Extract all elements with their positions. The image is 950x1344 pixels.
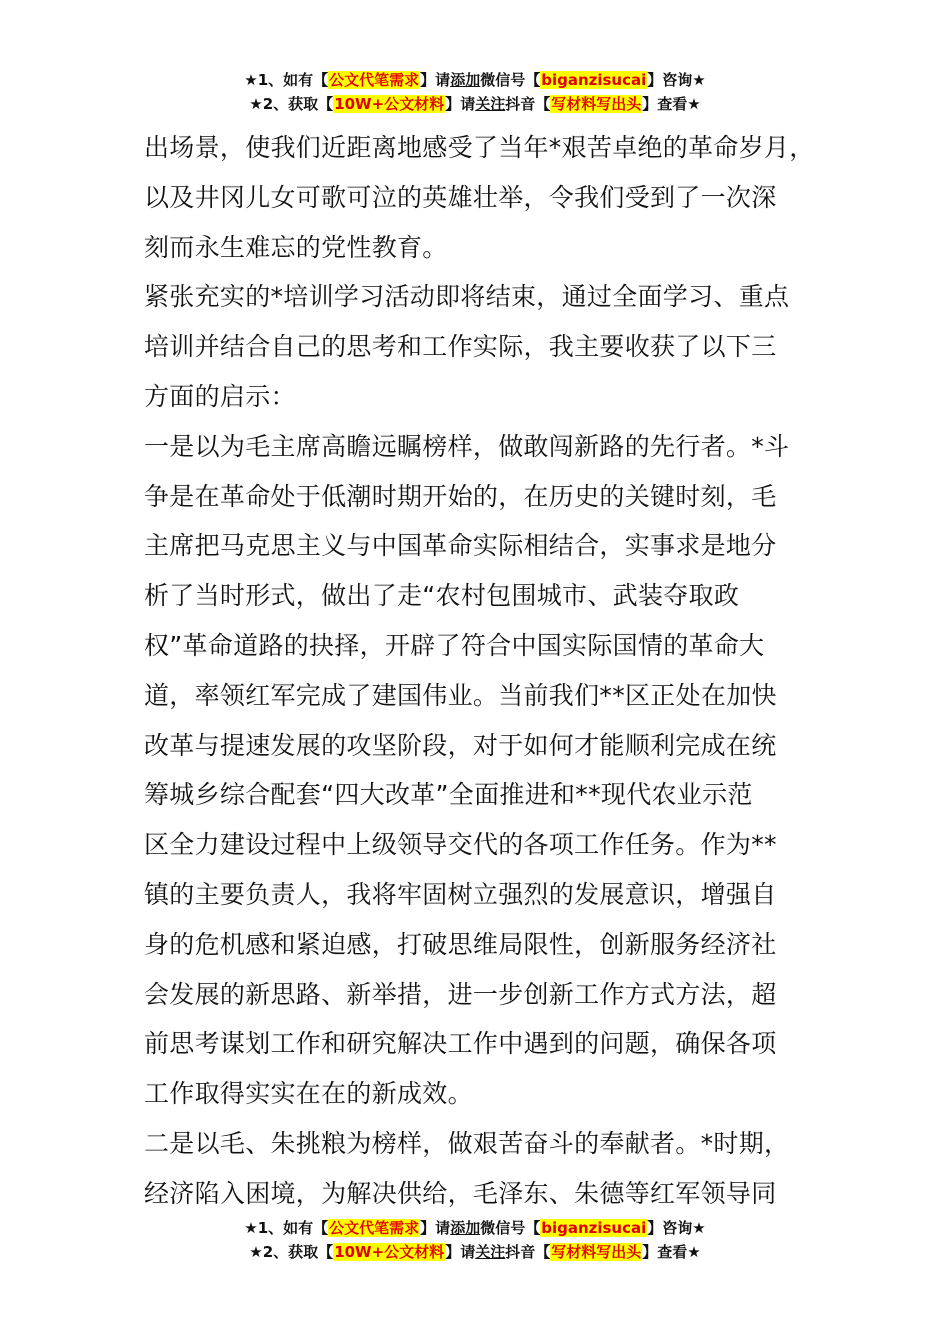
banner-underlined-text: 添加 [450, 71, 481, 89]
highlight-wechat-id: biganzisucai [541, 71, 647, 89]
body-line: 权”革命道路的抉择，开辟了符合中国实际国情的革命大 [144, 630, 765, 660]
body-line: 紧张充实的*培训学习活动即将结束，通过全面学习、重点 [144, 282, 790, 312]
highlight-materials: 10W+公文材料 [334, 95, 445, 113]
banner-text: 】查看★ [642, 1243, 701, 1261]
banner-text: 抖音【 [505, 1243, 551, 1261]
banner-text: 微信号【 [480, 71, 541, 89]
highlight-service: 公文代笔需求 [329, 1219, 420, 1237]
body-line: 方面的启示： [144, 381, 296, 411]
footer-banner [0, 1216, 950, 1264]
highlight-douyin-account: 写材料写出头 [551, 1243, 642, 1261]
banner-text: ★2、获取【 [249, 95, 334, 113]
body-line: 区全力建设过程中上级领导交代的各项工作任务。作为** [144, 830, 777, 860]
banner-text: 】咨询★ [647, 71, 706, 89]
highlight-wechat-id: biganzisucai [541, 1219, 647, 1237]
banner-text: 】请 [445, 1243, 476, 1261]
body-line: 主席把马克思主义与中国革命实际相结合，实事求是地分 [144, 531, 777, 561]
banner-text: 】查看★ [642, 95, 701, 113]
banner-text: ★2、获取【 [249, 1243, 334, 1261]
banner-line-2 [0, 92, 950, 116]
body-line: 筹城乡综合配套“四大改革”全面推进和**现代农业示范 [144, 780, 753, 810]
body-line: 析了当时形式，做出了走“农村包围城市、武装夺取政 [144, 581, 740, 611]
banner-line-2 [0, 1240, 950, 1264]
banner-text: ★1、如有【 [244, 71, 329, 89]
body-line: 改革与提速发展的攻坚阶段，对于如何才能顺利完成在统 [144, 730, 777, 760]
banner-underlined-text: 关注 [475, 1243, 506, 1261]
body-line: 会发展的新思路、新举措，进一步创新工作方式方法，超 [144, 979, 777, 1009]
body-line: 经济陷入困境，为解决供给，毛泽东、朱德等红军领导同 [144, 1178, 777, 1208]
banner-underlined-text: 关注 [475, 95, 506, 113]
highlight-douyin-account: 写材料写出头 [551, 95, 642, 113]
banner-underlined-text: 添加 [450, 1219, 481, 1237]
banner-text: 】请 [420, 1219, 451, 1237]
highlight-service: 公文代笔需求 [329, 71, 420, 89]
banner-text: 】请 [420, 71, 451, 89]
body-line: 工作取得实实在在的新成效。 [144, 1079, 473, 1109]
document-body [144, 123, 816, 1219]
banner-text: 】咨询★ [647, 1219, 706, 1237]
banner-text: 抖音【 [505, 95, 551, 113]
body-line: 前思考谋划工作和研究解决工作中遇到的问题，确保各项 [144, 1029, 777, 1059]
body-line: 镇的主要负责人，我将牢固树立强烈的发展意识，增强自 [144, 879, 777, 909]
body-line: 培训并结合自己的思考和工作实际，我主要收获了以下三 [144, 332, 777, 362]
banner-text: ★1、如有【 [244, 1219, 329, 1237]
banner-text: 微信号【 [480, 1219, 541, 1237]
body-line: 以及井冈儿女可歌可泣的英雄壮举，令我们受到了一次深 [144, 182, 777, 212]
body-line: 争是在革命处于低潮时期开始的，在历史的关键时刻，毛 [144, 481, 777, 511]
body-line: 一是以为毛主席高瞻远瞩榜样，做敢闯新路的先行者。*斗 [144, 431, 790, 461]
body-line: 道，率领红军完成了建国伟业。当前我们**区正处在加快 [144, 680, 777, 710]
body-line: 身的危机感和紧迫感，打破思维局限性，创新服务经济社 [144, 929, 777, 959]
banner-line-1 [0, 68, 950, 92]
body-line: 二是以毛、朱挑粮为榜样，做艰苦奋斗的奉献者。*时期， [144, 1128, 790, 1158]
header-banner [0, 68, 950, 116]
body-line: 刻而永生难忘的党性教育。 [144, 232, 448, 262]
banner-line-1 [0, 1216, 950, 1240]
banner-text: 】请 [445, 95, 476, 113]
body-line: 出场景，使我们近距离地感受了当年*艰苦卓绝的革命岁月， [144, 133, 815, 162]
highlight-materials: 10W+公文材料 [334, 1243, 445, 1261]
